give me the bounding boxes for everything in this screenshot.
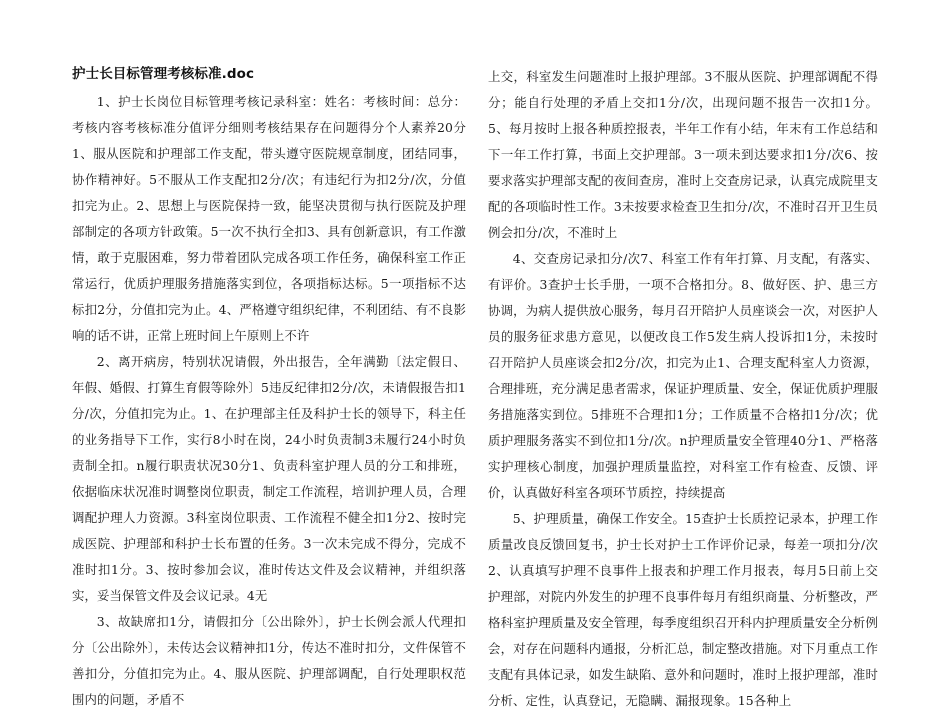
right-column <box>488 64 878 708</box>
paragraph-4: 4、交查房记录扣分/次7、科室工作有年打算、月支配，有落实、有评价。3查护士长手册，一项不合格扣分。8、做好医、护、患三方协调，为病人提供放心服务，每月召开陪护人员座谈会一次，对医护人员的服务征求患方意见，以便改良工作5发生病人投诉扣1分，未按时召开陪护人员座谈会扣2分/次，扣完为止1、合理支配科室人力资源，合理排班，充分满足患者需求，保证护理质量、安全，保证优质护理服务措施落实到位。5排班不合理扣1分；工作质量不合格扣1分/次；优质护理服务落实不到位扣1分/次。n护理质量安全管理40分1、严格落实护理核心制度，加强护理质量监控，对科室工作有检查、反馈、评价，认真做好科室各项环节质控，持续提高 <box>488 251 878 500</box>
paragraph-2: 2、离开病房，特别状况请假，外出报告，全年满勤〔法定假日、年假、婚假、打算生育假等除外〕5违反纪律扣2分/次，未请假报告扣1分/次，分值扣完为止。1、在护理部主任及科护士长的领导下，科主任的业务指导下工作，实行8小时在岗，24小时负责制3未履行24小时负责制全扣。n履行职责状况30分1、负责科室护理人员的分工和排班，依据临床状况准时调整岗位职责，制定工作流程，培训护理人员，合理调配护理人力资源。3科室岗位职责、工作流程不健全扣1分2、按时完成医院、护理部和科护士长布置的任务。3一次未完成不得分，完成不准时扣1分。3、按时参加会议，准时传达文件及会议精神，并组织落实，妥当保管文件及会议记录。4无 <box>72 354 466 603</box>
document-title: 护士长目标管理考核标准.doc <box>72 66 255 82</box>
paragraph-3: 3、故缺席扣1分，请假扣分〔公出除外〕，护士长例会派人代理扣分〔公出除外〕，未传达会议精神扣1分，传达不准时扣分，文件保管不善扣分，分值扣完为止。4、服从医院、护理部调配，自行处理职权范围内的问题，矛盾不 <box>72 614 466 707</box>
paragraph-1: 1、护士长岗位目标管理考核记录科室：姓名：考核时间：总分：考核内容考核标准分值评分细则考核结果存在问题得分个人素养20分1、服从医院和护理部工作支配，带头遵守医院规章制度，团结同事，协作精神好。5不服从工作支配扣2分/次；有违纪行为扣2分/次，分值扣完为止。2、思想上与医院保持一致，能坚决贯彻与执行医院及护理部制定的各项方针政策。5一次不执行全扣3、具有创新意识，有工作激情，敢于克服困难，努力带着团队完成各项工作任务，确保科室工作正常运行，优质护理服务措施落实到位，各项指标达标。5一项指标不达标扣2分，分值扣完为止。4、严格遵守组织纪律，不利团结、有不良影响的话不讲，正常上班时间上午原则上不许 <box>72 94 466 343</box>
left-column <box>72 62 466 707</box>
paragraph-continuation: 上交，科室发生问题准时上报护理部。3不服从医院、护理部调配不得分；能自行处理的矛盾上交扣1分/次，出现问题不报告一次扣1分。5、每月按时上报各种质控报表，半年工作有小结，年末有工作总结和下一年工作打算，书面上交护理部。3一项未到达要求扣1分/次6、按要求落实护理部支配的夜间查房，准时上交查房记录，认真完成院里支配的各项临时性工作。3未按要求检查卫生扣分/次，不准时召开卫生员例会扣分/次，不准时上 <box>488 69 878 240</box>
paragraph-5: 5、护理质量，确保工作安全。15查护士长质控记录本，护理工作质量改良反馈回复书，护士长对护士工作评价记录，每差一项扣分/次2、认真填写护理不良事件上报表和护理工作月报表，每月5日前上交护理部，对院内外发生的护理不良事件每月有组织商量、分析整改，严格科室护理质量及安全管理，每季度组织召开科内护理质量安全分析例会，对存在问题科内通报，分析汇总，制定整改措施。对下月重点工作支配有具体记录，如发生缺陷、意外和问题时，准时上报护理部，准时分析、定性，认真登记，无隐瞒、漏报现象。15各种上 <box>488 511 878 708</box>
